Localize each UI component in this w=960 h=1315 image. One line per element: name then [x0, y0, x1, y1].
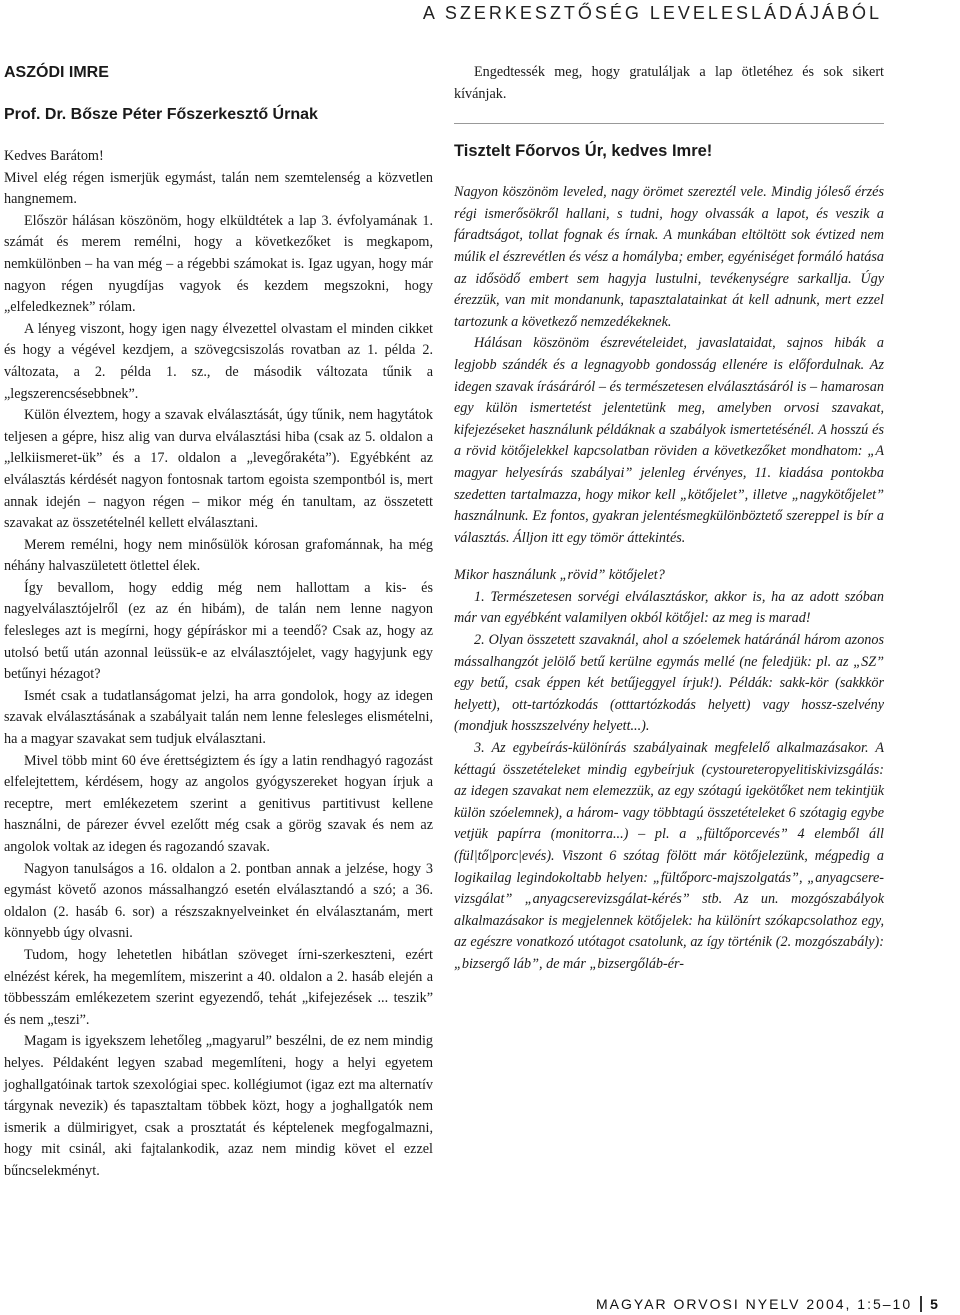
letter-paragraph: Külön élveztem, hogy a szavak elválasztását, úgy tűnik, nem hagytátok teljesen a gépre, hisz alig van durva elválasztási hiba (csak az 5. oldalon a „lelkiismeret-ük” és a 17. oldalon a „levegőrakéta”). Egyébként az elválasztás kérdését nagyon fontosnak tartom egoista szempontból is, mert annak idején – nagyon régen – mikor még én tanultam, az összetett szavakat az összetételnél kellett elválasztani. [4, 407, 433, 532]
letter-paragraph: Mivel több mint 60 éve érettségiztem és így a latin rendhagyó ragozást elfelejtettem, kérdésem, hogy az angolos gyógyszereket hogyan írjuk a receptre, mert emlékezetem szerint a genitivus partitivust kellene használni, de párezer évvel ezelőtt még csak a görög szavak és nem az angolok voltak az idegen és ragozandó szavak. [4, 752, 433, 855]
journal-citation: MAGYAR ORVOSI NYELV 2004, 1:5–10 [596, 1296, 913, 1312]
section-title: A SZERKESZTŐSÉG LEVELESLÁDÁJÁBÓL [422, 3, 882, 23]
letter-paragraph: Nagyon tanulságos a 16. oldalon a 2. pontban annak a jelzése, hogy 3 egymást követő azonos mássalhangzó esetén elválasztandó a szó; a 36. oldalon (2. hasáb 6. sor) a részszaknyelveinket én elválasztanám, mert könnyebb úgy olvasni. [4, 860, 433, 942]
footer-separator [920, 1296, 922, 1312]
reply-list-item: 3. Az egybeírás-különírás szabályainak megfelelő alkalmazásakor. A kéttagú összetételeket mindig egybeírjuk (cystoureteropyelitiskivizsgálás: az idegen szavakat nem elemezzük, az egy szótagú igekötőket nem tekintjük külön szóelemnek), a három- vagy többtagú összetételeket 6 szótagig egybe vetjük papírra (monitorra...) – pl. a „fültőporcevés” 4 elemből áll (fül|tő|porc|evés). Viszont 6 szótag fölött már kötőjelezünk, mégpedig a logikailag legindokoltabb helyen: „fültőporc-majszolgatás”, „anyagcsere-vizsgálat” „anyagcserevizsgálat-kérés” stb. Az un. mozgószabályok alkalmazásakor is megjelennek kötőjelek: ha különírt szókapcsolathoz egy, az egészre vonatkozó utótagot csatolunk, az így történik (2. mozgószabály): „bizsergő láb”, de már „bizsergőláb-ér- [454, 740, 884, 972]
reply-body [454, 182, 884, 975]
reply-list-item: 2. Olyan összetett szavaknál, ahol a szóelemek határánál három azonos mássalhangzót jelölő betű kerülne egymás mellé (ne feledjük: pl. az „SZ” egy betű, csak éppen két betűjeggyel írjuk!). Példák: sakk-kör (sakkkör helyett), ott-tartózkodás (otttartózkodás helyett) vagy hossz-szelvény (mondjuk hosszszelvény helyett...). [454, 632, 884, 735]
letter-addressee: Prof. Dr. Bősze Péter Főszerkesztő Úrnak [4, 106, 318, 123]
section-divider [454, 123, 884, 124]
letter-salutation: Kedves Barátom! [4, 148, 104, 164]
page-number: 5 [930, 1296, 938, 1312]
letter-paragraph: Először hálásan köszönöm, hogy elküldtétek a lap 3. évfolyamának 1. számát és merem remélni, hogy a következőket is megkapom, nemkülönben – ha van még – a régebbi számokat is. Igaz ugyan, hogy már nagyon régen nyugdíjas vagyok és kezdem megszokni, hogy „elfeledkeznek” rólam. [4, 212, 433, 316]
letter-paragraph: Ismét csak a tudatlanságomat jelzi, ha arra gondolok, hogy az idegen szavak elválasztásának a szabályait talán nem lenne felesleges elismételni, ha a magyar szavakat sem tudjuk elválasztani. [4, 687, 433, 748]
letter-paragraph: Így bevallom, hogy eddig még nem hallottam a kis- és nagyelválasztójelről (ez az én hibám), de talán nem lenne nagyon felesleges azt is megírni, hogy gépíráskor mi a teendő? Csak az, hogy az utolsó betű után azonnal leüssük-e az elválasztójelet, vagy hagyjunk egy betűnyi hézagot? [4, 579, 433, 683]
letter-paragraph: Tudom, hogy lehetetlen hibátlan szöveget írni-szerkeszteni, ezért elnézést kérek, ha megemlítem, miszerint a 40. oldalon a 2. hasáb elején a többesszám emlékezetem szerint egyezendő, tehát „kifejezések ... teszik” és nem „teszi”. [4, 946, 433, 1028]
letter-author: ASZÓDI IMRE [4, 64, 109, 81]
letter-paragraph: Mivel elég régen ismerjük egymást, talán nem szemtelenség a közvetlen hangnemem. [4, 169, 433, 208]
spacer [454, 549, 884, 565]
reply-heading: Tisztelt Főorvos Úr, kedves Imre! [454, 142, 713, 161]
reply-column [454, 62, 884, 976]
reply-paragraph: Hálásan köszönöm észrevételeidet, javaslataidat, sajnos hibák a legjobb szándék és a legnagyobb gondosság ellenére is előfordulnak. Az idegen szavak írásáráról – és természetesen elválasztásáról is – hamarosan egy külön ismertetést jelentetünk meg, amelyben orvosi szavakat, kifejezéseket használunk példáknak a szabályok ismertetésénél. A hosszú és a rövid kötőjelekkel kapcsolatban röviden a következőket mondhatom: „A magyar helyesírás szabályai” jelenleg érvényes, 11. kiadása pontokba szedetten tartalmazza, hogy mikor kell „kötőjelet”, illetve „nagykötőjelet” használnunk. Ez fontos, gyakran jelentésmegkülönböztető szereppel is bír a választás. Álljon itt egy tömör áttekintés. [454, 335, 884, 546]
reply-paragraph: Nagyon köszönöm leveled, nagy örömet szereztél vele. Mindig jóleső érzés régi ismerősökről hallani, s tudni, hogy olvassák a lapot, és veszik a fáradtságot, tollat fognak és írnak. A munkában eltöltött sok évtized nem múlik el észrevétlen és vész a homályba; ember, egyéniséget formáló hatása az idősödő embert sem hagyja lustulni, tevékenységre sarkallja. Úgy érezzük, van mit mondanunk, tapasztalatainkat át kell adnunk, mert ezzel tartozunk a következő nemzedékeknek. [454, 184, 884, 330]
letter-paragraph: Engedtessék meg, hogy gratuláljak a lap ötletéhez és sok sikert kívánjak. [454, 64, 884, 102]
page-footer [596, 1294, 938, 1314]
letter-paragraph: Magam is igyekszem lehetőleg „magyarul” beszélni, de ez nem mindig helyes. Példaként legyen szabad megemlíteni, hogy a helyi egyetem joghallgatóinak tartok szexológiai spec. kollégiumot (igaz ezt ma alternatív tárgynak nevezik) és tapasztaltam többek közt, hogy a joghallgatók nem ismerik a dülmirigyet, csak a prosztatát és képtelenek megfogalmazni, hogy mit csinál, aki fajtalankodik, azaz nem mindig követ el ezzel bűncselekményt. [4, 1033, 433, 1179]
letter-column [4, 62, 433, 1183]
letter-paragraph: Merem remélni, hogy nem minősülök kórosan grafománnak, ha még néhány halvaszületett ötlettel élek. [4, 536, 433, 575]
reply-question: Mikor használunk „rövid” kötőjelet? [454, 567, 665, 584]
section-header [0, 0, 960, 28]
reply-list-item: 1. Természetesen sorvégi elválasztáskor, akkor is, ha az adott szóban már van egyébként valamilyen okból kötőjel: az meg is marad! [454, 588, 884, 627]
letter-paragraph: A lényeg viszont, hogy igen nagy élvezettel olvastam el minden cikket és hogy a végével kezdjem, a szövegcsiszolás rovatban az 1. példa 2. változata, a 2. példa 1. sz., de második változata tűnik a „legszerencsésebbnek”. [4, 320, 433, 402]
